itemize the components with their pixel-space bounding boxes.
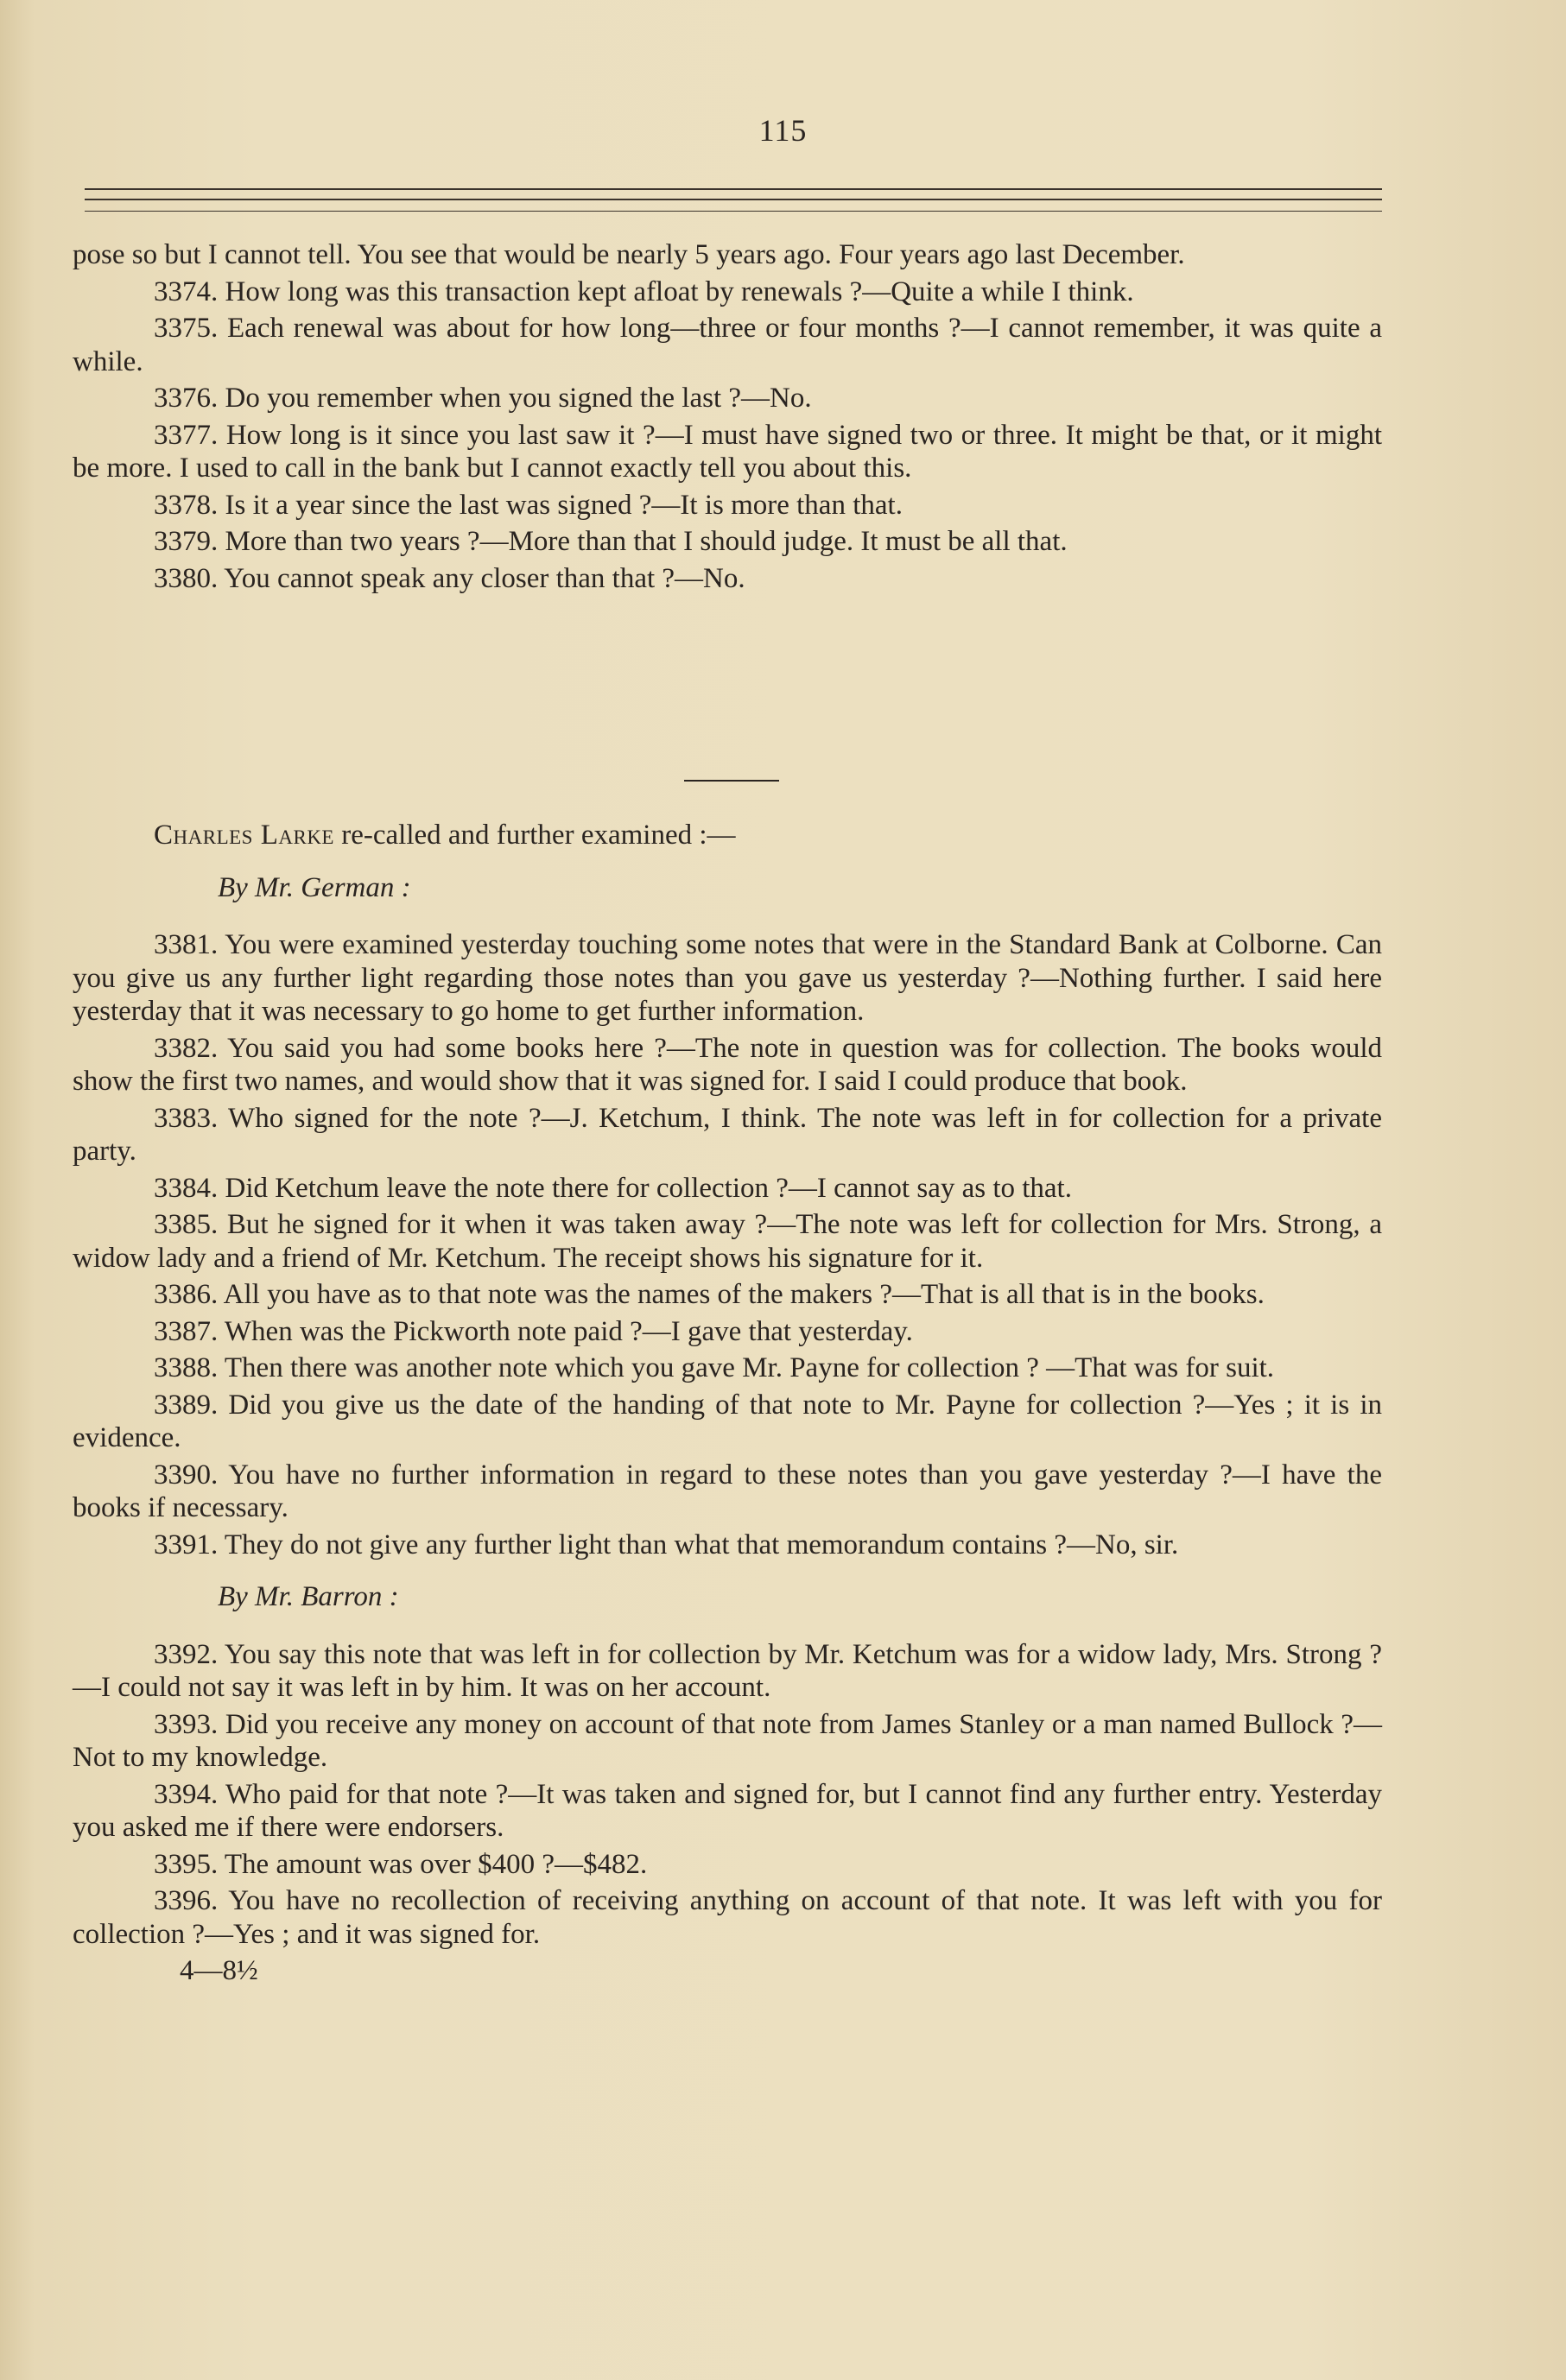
question-3395: 3395. The amount was over $400 ?—$482. — [154, 1848, 648, 1880]
testimony-continued — [73, 238, 1382, 598]
examiner-heading: By Mr. German : — [218, 871, 411, 903]
question-3374: 3374. How long was this transaction kept afloat by renewals ?—Quite a while I think. — [154, 275, 1134, 307]
question-3380: 3380. You cannot speak any closer than that ?—No. — [154, 562, 745, 594]
witness-name: Charles Larke — [154, 820, 334, 851]
witness-heading — [73, 819, 1382, 852]
question-3379: 3379. More than two years ?—More than that I should judge. It must be all that. — [154, 526, 1068, 557]
question-3381: 3381. You were examined yesterday touching some notes that were in the Standard Bank at Colborne. Can you give us any further light regarding those notes than you gave us yesterday ?—Nothing further. I said here yesterday that it was necessary to go home to get further information. — [73, 929, 1382, 1027]
question-3385: 3385. But he signed for it when it was taken away ?—The note was left for collection for Mrs. Strong, a widow lady and a friend of Mr. Ketchum. The receipt shows his signature for it. — [73, 1209, 1382, 1274]
paragraph: pose so but I cannot tell. You see that would be nearly 5 years ago. Four years ago last December. — [73, 239, 1185, 270]
question-3391: 3391. They do not give any further light than what that memorandum contains ?—No, sir. — [154, 1529, 1179, 1560]
section-divider — [684, 780, 779, 782]
header-rule — [85, 188, 1382, 190]
question-3392: 3392. You say this note that was left in for collection by Mr. Ketchum was for a widow lady, Mrs. Strong ?—I could not say it was left in by him. It was on her account. — [73, 1638, 1382, 1703]
question-3389: 3389. Did you give us the date of the handing of that note to Mr. Payne for collection ?—Yes ; it is in evidence. — [73, 1389, 1382, 1453]
testimony-larke — [73, 819, 1382, 1988]
question-3377: 3377. How long is it since you last saw it ?—I must have signed two or three. It might be that, or it might be more. I used to call in the bank but I cannot exactly tell you about this. — [73, 419, 1382, 484]
question-3382: 3382. You said you had some books here ?—The note in question was for collection. The books would show the first two names, and would show that it was signed for. I said I could produce that book. — [73, 1032, 1382, 1097]
question-3386: 3386. All you have as to that note was the names of the makers ?—That is all that is in the books. — [154, 1279, 1265, 1310]
question-3390: 3390. You have no further information in regard to these notes than you gave yesterday ?—I have the books if necessary. — [73, 1459, 1382, 1523]
examiner-heading: By Mr. Barron : — [218, 1581, 399, 1612]
signature-mark: 4—8½ — [180, 1955, 258, 1986]
header-rule — [85, 211, 1382, 212]
question-3388: 3388. Then there was another note which you gave Mr. Payne for collection ? —That was for suit. — [154, 1352, 1275, 1383]
page-number: 115 — [758, 113, 808, 148]
question-3394: 3394. Who paid for that note ?—It was taken and signed for, but I cannot find any further entry. Yesterday you asked me if there were endorsers. — [73, 1778, 1382, 1843]
header-rule — [85, 199, 1382, 200]
question-3383: 3383. Who signed for the note ?—J. Ketchum, I think. The note was left in for collection for a private party. — [73, 1102, 1382, 1167]
question-3393: 3393. Did you receive any money on account of that note from James Stanley or a man named Bullock ?—Not to my knowledge. — [73, 1708, 1382, 1773]
question-3378: 3378. Is it a year since the last was signed ?—It is more than that. — [154, 489, 903, 521]
question-3384: 3384. Did Ketchum leave the note there for collection ?—I cannot say as to that. — [154, 1172, 1072, 1204]
question-3387: 3387. When was the Pickworth note paid ?—I gave that yesterday. — [154, 1315, 913, 1347]
question-3396: 3396. You have no recollection of receiving anything on account of that note. It was left with you for collection ?—Yes ; and it was signed for. — [73, 1885, 1382, 1950]
witness-heading-text: re-called and further examined :— — [333, 820, 736, 851]
question-3376: 3376. Do you remember when you signed the last ?—No. — [154, 383, 812, 414]
question-3375: 3375. Each renewal was about for how long—three or four months ?—I cannot remember, it was quite a while. — [73, 313, 1382, 377]
